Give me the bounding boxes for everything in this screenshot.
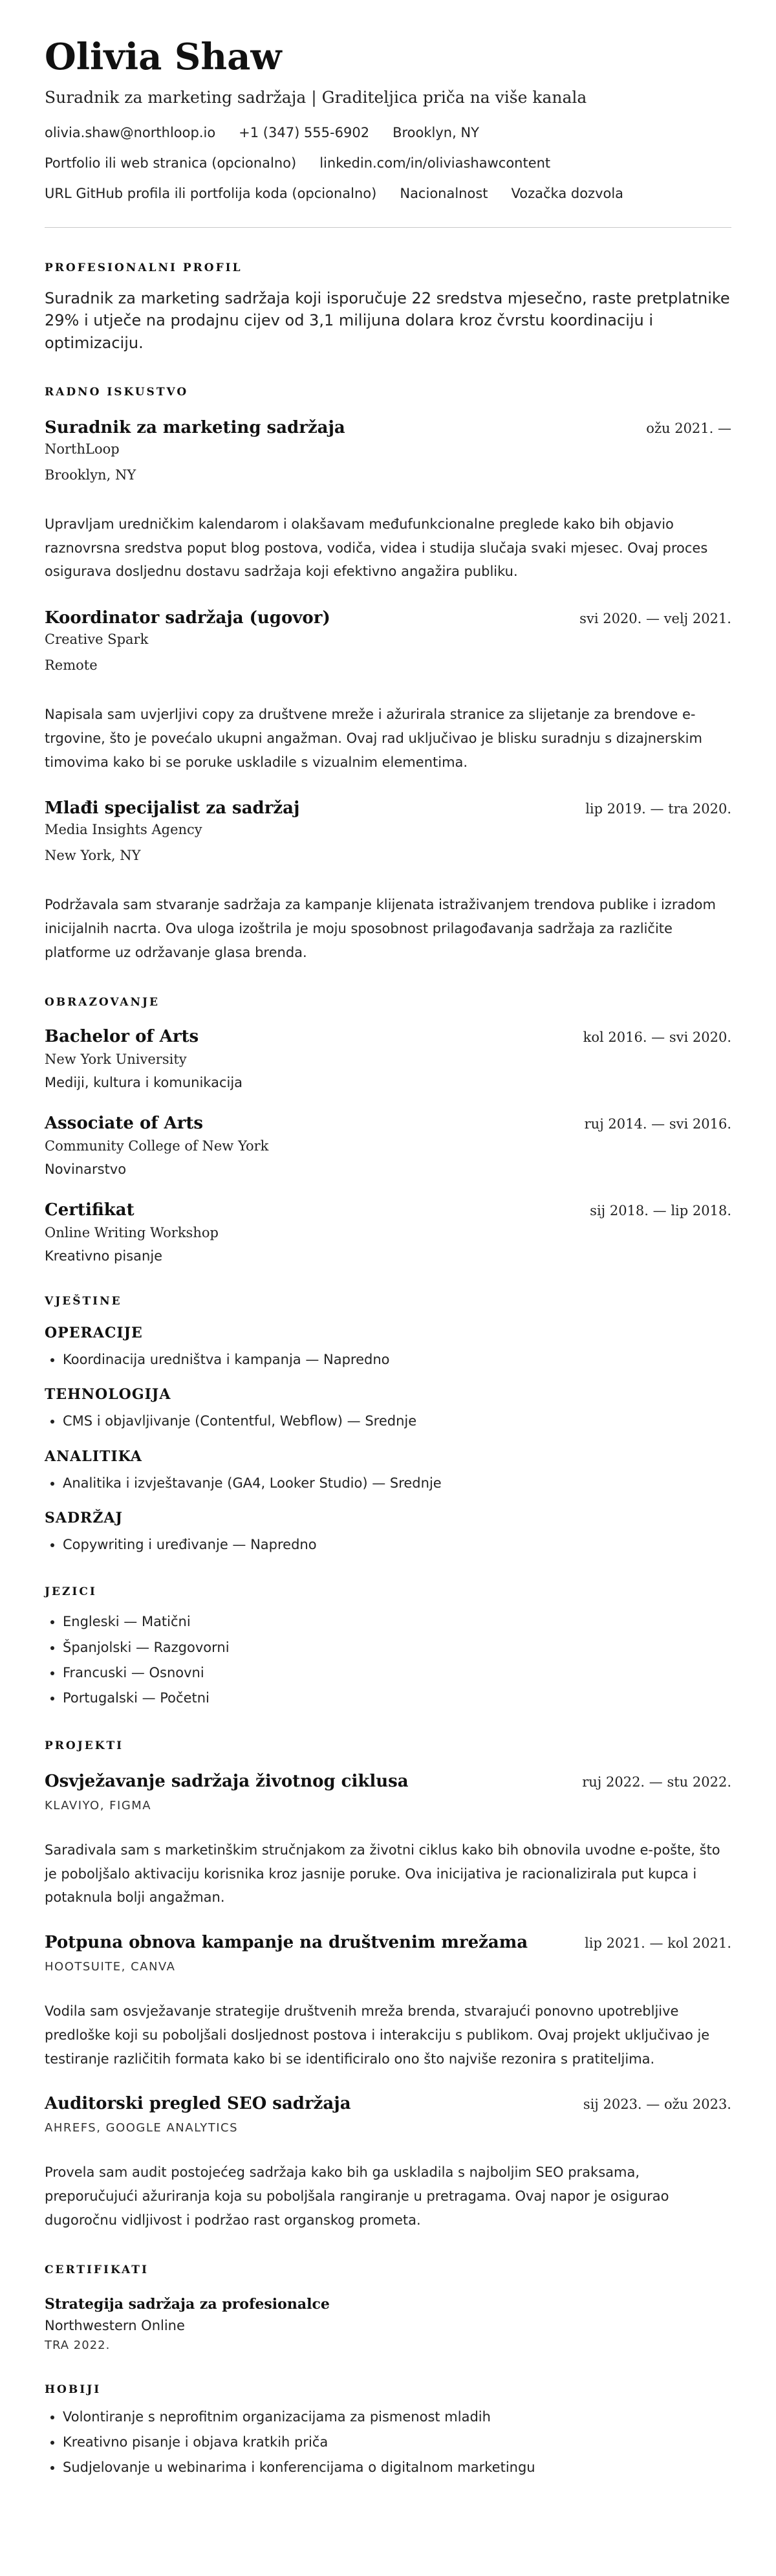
project-entry bbox=[45, 2094, 731, 2232]
skill-list bbox=[45, 1412, 731, 1431]
skill-list bbox=[45, 1350, 731, 1369]
certificate-issuer: Northwestern Online bbox=[45, 2317, 185, 2333]
education-entry bbox=[45, 1200, 731, 1264]
hobby-item: • Volontiranje s neprofitnim organizacijama za pismenost mladih bbox=[63, 2408, 731, 2427]
job-entry bbox=[45, 798, 731, 964]
contact-portfolio[interactable]: Portfolio ili web stranica (opcionalno) bbox=[45, 155, 297, 171]
skill-item: • Copywriting i uređivanje — Napredno bbox=[63, 1536, 731, 1554]
job-date: lip 2019. — tra 2020. bbox=[585, 801, 731, 817]
job-location: Brooklyn, NY bbox=[45, 467, 136, 483]
header-divider bbox=[45, 227, 731, 228]
job-date: ožu 2021. — bbox=[646, 420, 731, 436]
experience-section-title: RADNO ISKUSTVO bbox=[45, 385, 189, 399]
hobby-item: • Sudjelovanje u webinarima i konferencijama o digitalnom marketingu bbox=[63, 2458, 731, 2477]
education-date: ruj 2014. — svi 2016. bbox=[584, 1116, 731, 1132]
project-title: Auditorski pregled SEO sadržaja bbox=[45, 2094, 351, 2114]
education-date: kol 2016. — svi 2020. bbox=[583, 1029, 731, 1045]
certificate-name: Strategija sadržaja za profesionalce bbox=[45, 2295, 330, 2313]
education-section-title: OBRAZOVANJE bbox=[45, 995, 160, 1009]
project-tools: KLAVIYO, FIGMA bbox=[45, 1798, 152, 1812]
job-entry bbox=[45, 418, 731, 584]
contact-row-3 bbox=[45, 186, 731, 201]
education-field: Mediji, kultura i komunikacija bbox=[45, 1074, 243, 1090]
job-date: svi 2020. — velj 2021. bbox=[579, 611, 731, 627]
project-description: Saradivala sam s marketinškim stručnjakom za životni ciklus kako bih obnovila uvodne e-pošte, što je poboljšalo aktivaciju korisnika kroz jasnije poruke. Ova inicijativa je racionalizirala put kupca i potaknula bolji angažman. bbox=[45, 1842, 720, 1906]
hobbies-section-title: HOBIJI bbox=[45, 2383, 102, 2396]
experience-section bbox=[45, 386, 731, 965]
certificates-section-title: CERTIFIKATI bbox=[45, 2263, 149, 2276]
skill-category: ANALITIKA bbox=[45, 1448, 142, 1465]
skill-list bbox=[45, 1474, 731, 1493]
language-item: • Portugalski — Početni bbox=[63, 1689, 731, 1708]
projects-section-title: PROJEKTI bbox=[45, 1739, 124, 1752]
hobbies-list bbox=[45, 2408, 731, 2478]
contact-drivers-license: Vozačka dozvola bbox=[511, 185, 624, 201]
language-item: • Španjolski — Razgovorni bbox=[63, 1638, 731, 1657]
certificate-date: TRA 2022. bbox=[45, 2338, 111, 2352]
profile-summary: Suradnik za marketing sadržaja koji isporučuje 22 sredstva mjesečno, raste pretplatnike 29% i utječe na prodajnu cijev od 3,1 milijuna dolara kroz čvrstu koordinaciju i optimizaciju. bbox=[45, 289, 730, 353]
education-school: Online Writing Workshop bbox=[45, 1224, 219, 1240]
hobby-item: • Kreativno pisanje i objava kratkih priča bbox=[63, 2433, 731, 2452]
contact-nationality: Nacionalnost bbox=[400, 185, 488, 201]
job-entry bbox=[45, 608, 731, 774]
project-tools: AHREFS, GOOGLE ANALYTICS bbox=[45, 2121, 239, 2135]
job-company: Creative Spark bbox=[45, 632, 149, 648]
skill-item: • Analitika i izvještavanje (GA4, Looker Studio) — Srednje bbox=[63, 1474, 731, 1493]
project-entry bbox=[45, 1933, 731, 2071]
job-title: Koordinator sadržaja (ugovor) bbox=[45, 608, 330, 628]
projects-section bbox=[45, 1739, 731, 2232]
skill-category: OPERACIJE bbox=[45, 1324, 143, 1341]
hobbies-section bbox=[45, 2383, 731, 2478]
candidate-name: Olivia Shaw bbox=[45, 36, 282, 78]
skill-category: TEHNOLOGIJA bbox=[45, 1386, 171, 1404]
languages-list bbox=[45, 1613, 731, 1708]
project-date: lip 2021. — kol 2021. bbox=[585, 1935, 731, 1952]
project-entry bbox=[45, 1772, 731, 1910]
job-description: Napisala sam uvjerljivi copy za društvene mreže i ažurirala stranice za slijetanje za brendove e-trgovine, što je povećalo ukupni angažman. Ovaj rad uključivao je blisku suradnju s dizajnerskim timovima kako bi se poruke uskladile s vizualnim elementima. bbox=[45, 707, 702, 770]
contact-row-1 bbox=[45, 125, 731, 140]
education-field: Kreativno pisanje bbox=[45, 1248, 163, 1264]
job-location: Remote bbox=[45, 657, 98, 674]
skill-list bbox=[45, 1536, 731, 1554]
skills-section-title: VJEŠTINE bbox=[45, 1294, 122, 1308]
education-school: New York University bbox=[45, 1051, 187, 1067]
languages-section-title: JEZICI bbox=[45, 1585, 97, 1599]
contact-row-2 bbox=[45, 155, 731, 171]
job-company: NorthLoop bbox=[45, 441, 120, 457]
education-degree: Bachelor of Arts bbox=[45, 1026, 199, 1046]
education-school: Community College of New York bbox=[45, 1138, 269, 1154]
project-title: Potpuna obnova kampanje na društvenim mrežama bbox=[45, 1933, 528, 1953]
certificates-section bbox=[45, 2263, 731, 2352]
skills-section bbox=[45, 1295, 731, 1555]
project-date: ruj 2022. — stu 2022. bbox=[582, 1774, 731, 1790]
education-degree: Associate of Arts bbox=[45, 1113, 204, 1133]
education-entry bbox=[45, 1114, 731, 1177]
project-title: Osvježavanje sadržaja životnog ciklusa bbox=[45, 1771, 409, 1791]
contact-email[interactable]: olivia.shaw@northloop.io bbox=[45, 124, 216, 140]
education-entry bbox=[45, 1027, 731, 1090]
job-description: Podržavala sam stvaranje sadržaja za kampanje klijenata istraživanjem trendova publike i izradom inicijalnih nacrta. Ova uloga izoštrila je moju sposobnost prilagođavanja sadržaja za različite platforme uz održavanje glasa brenda. bbox=[45, 897, 716, 960]
education-field: Novinarstvo bbox=[45, 1161, 127, 1177]
project-description: Provela sam audit postojećeg sadržaja kako bih ga uskladila s najboljim SEO praksama, preporučujući ažuriranja koja su poboljšala rangiranje u pretragama. Ovaj napor je osigurao dugoročnu vidljivost i podržao rast organskog prometa. bbox=[45, 2164, 669, 2228]
contact-github[interactable]: URL GitHub profila ili portfolija koda (opcionalno) bbox=[45, 185, 377, 201]
job-company: Media Insights Agency bbox=[45, 822, 202, 838]
skill-item: • Koordinacija uredništva i kampanja — Napredno bbox=[63, 1350, 731, 1369]
education-date: sij 2018. — lip 2018. bbox=[590, 1202, 731, 1218]
job-title: Mlađi specijalist za sadržaj bbox=[45, 798, 300, 819]
job-description: Upravljam uredničkim kalendarom i olakšavam međufunkcionalne preglede kako bih objavio raznovrsna sredstva poput blog postova, vodiča, videa i studija slučaja svaki mjesec. Ovaj proces osigurava dosljednu dostavu sadržaja koji efektivno angažira publiku. bbox=[45, 516, 708, 580]
job-location: New York, NY bbox=[45, 848, 141, 864]
languages-section bbox=[45, 1585, 731, 1708]
project-description: Vodila sam osvježavanje strategije društvenih mreža brenda, stvarajući ponovno upotrebljive predloške koji su poboljšali dosljednost postova i interakciju s publikom. Ovaj projekt uključivao je testiranje različitih formata kako bi se identificiralo ono što najviše rezonira s pratiteljima. bbox=[45, 2003, 710, 2067]
contact-phone[interactable]: +1 (347) 555-6902 bbox=[239, 124, 370, 140]
profile-section-title: PROFESIONALNI PROFIL bbox=[45, 261, 242, 274]
contact-linkedin[interactable]: linkedin.com/in/oliviashawcontent bbox=[319, 155, 551, 171]
job-title: Suradnik za marketing sadržaja bbox=[45, 417, 345, 437]
skill-category: SADRŽAJ bbox=[45, 1509, 123, 1526]
project-date: sij 2023. — ožu 2023. bbox=[583, 2097, 731, 2113]
education-degree: Certifikat bbox=[45, 1200, 135, 1220]
project-tools: HOOTSUITE, CANVA bbox=[45, 1960, 176, 1974]
language-item: • Francuski — Osnovni bbox=[63, 1664, 731, 1682]
skill-item: • CMS i objavljivanje (Contentful, Webflow) — Srednje bbox=[63, 1412, 731, 1431]
education-section bbox=[45, 996, 731, 1264]
candidate-tagline: Suradnik za marketing sadržaja | Graditeljica priča na više kanala bbox=[45, 87, 587, 107]
contact-location: Brooklyn, NY bbox=[393, 124, 479, 140]
language-item: • Engleski — Matični bbox=[63, 1613, 731, 1631]
